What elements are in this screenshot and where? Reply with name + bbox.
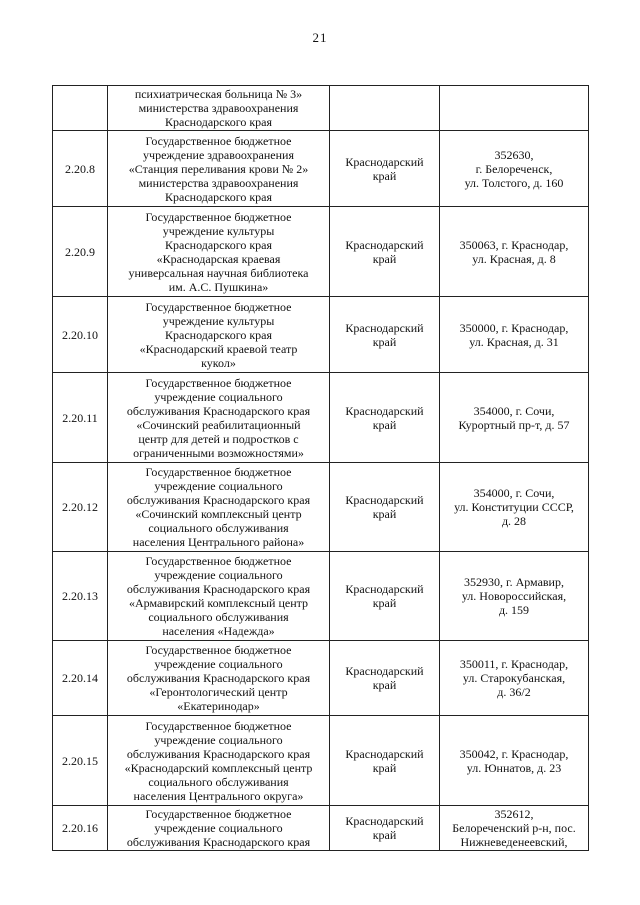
table-row	[53, 373, 589, 463]
address: 354000, г. Сочи, Курортный пр-т, д. 57	[440, 373, 589, 463]
address: 352930, г. Армавир, ул. Новороссийская, д. 159	[440, 552, 589, 641]
table-row	[53, 297, 589, 373]
row-number: 2.20.12	[53, 463, 108, 552]
row-number: 2.20.13	[53, 552, 108, 641]
region: Краснодарский край	[330, 297, 440, 373]
table-row	[53, 131, 589, 207]
region: Краснодарский край	[330, 552, 440, 641]
institution-name: Государственное бюджетное учреждение социального обслуживания Краснодарского края «Сочинский комплексный центр социального обслуживания населения Центрального района»	[108, 463, 330, 552]
table-row	[53, 207, 589, 297]
institutions-table	[52, 85, 589, 851]
region: Краснодарский край	[330, 131, 440, 207]
table-row	[53, 806, 589, 851]
row-number: 2.20.8	[53, 131, 108, 207]
row-number	[53, 86, 108, 131]
region: Краснодарский край	[330, 806, 440, 851]
address: 352612, Белореченский р-н, пос. Нижневеденеевский,	[440, 806, 589, 851]
institution-name: Государственное бюджетное учреждение здравоохранения «Станция переливания крови № 2» министерства здравоохранения Краснодарского края	[108, 131, 330, 207]
row-number: 2.20.9	[53, 207, 108, 297]
row-number: 2.20.14	[53, 641, 108, 716]
region: Краснодарский край	[330, 463, 440, 552]
institution-name: Государственное бюджетное учреждение социального обслуживания Краснодарского края «Геронтологический центр «Екатеринодар»	[108, 641, 330, 716]
table-row	[53, 86, 589, 131]
region: Краснодарский край	[330, 716, 440, 806]
address	[440, 86, 589, 131]
address: 350011, г. Краснодар, ул. Старокубанская, д. 36/2	[440, 641, 589, 716]
institution-name: психиатрическая больница № 3» министерства здравоохранения Краснодарского края	[108, 86, 330, 131]
table-row	[53, 463, 589, 552]
institution-name: Государственное бюджетное учреждение социального обслуживания Краснодарского края «Армавирский комплексный центр социального обслуживания населения «Надежда»	[108, 552, 330, 641]
row-number: 2.20.15	[53, 716, 108, 806]
row-number: 2.20.16	[53, 806, 108, 851]
institution-name: Государственное бюджетное учреждение социального обслуживания Краснодарского края «Краснодарский комплексный центр социального обслуживания населения Центрального округа»	[108, 716, 330, 806]
institution-name: Государственное бюджетное учреждение культуры Краснодарского края «Краснодарская краевая универсальная научная библиотека им. А.С. Пушкина»	[108, 207, 330, 297]
region: Краснодарский край	[330, 207, 440, 297]
row-number: 2.20.11	[53, 373, 108, 463]
table-row	[53, 641, 589, 716]
address: 352630, г. Белореченск, ул. Толстого, д. 160	[440, 131, 589, 207]
table-row	[53, 552, 589, 641]
region	[330, 86, 440, 131]
region: Краснодарский край	[330, 641, 440, 716]
table-row	[53, 716, 589, 806]
region: Краснодарский край	[330, 373, 440, 463]
institution-name: Государственное бюджетное учреждение культуры Краснодарского края «Краснодарский краевой театр кукол»	[108, 297, 330, 373]
address: 350042, г. Краснодар, ул. Юннатов, д. 23	[440, 716, 589, 806]
address: 350000, г. Краснодар, ул. Красная, д. 31	[440, 297, 589, 373]
address: 350063, г. Краснодар, ул. Красная, д. 8	[440, 207, 589, 297]
page-number: 21	[312, 30, 328, 45]
institution-name: Государственное бюджетное учреждение социального обслуживания Краснодарского края	[108, 806, 330, 851]
institution-name: Государственное бюджетное учреждение социального обслуживания Краснодарского края «Сочинский реабилитационный центр для детей и подростков с ограниченными возможностями»	[108, 373, 330, 463]
address: 354000, г. Сочи, ул. Конституции СССР, д. 28	[440, 463, 589, 552]
row-number: 2.20.10	[53, 297, 108, 373]
